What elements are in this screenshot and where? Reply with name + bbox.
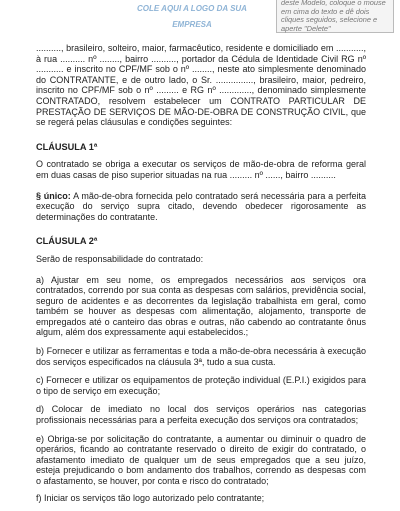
unique-text: A mão-de-obra fornecida pelo contratado será necessária para a perfeita execução do serviço supra citado, devendo obedecer rigorosamente as determinações do contratante. xyxy=(36,190,366,222)
clause-2-item-a: a) Ajustar em seu nome, os empregados necessários aos serviços ora contratados, correndo por sua conta as despesas com salários, previdência social, seguro de acidentes e as decorrentes da legislação trabalhista em geral, como também se houver as despesas com alimentação, alojamento, transporte de empregados até o canteiro das obras e outras, não cabendo ao contratante ônus algum, além dos expressamente aqui estabelecidos.; xyxy=(36,274,366,338)
clause-2-item-f: f) Iniciar os serviços tão logo autorizado pelo contratante; xyxy=(36,492,265,503)
intro-paragraph: .........., brasileiro, solteiro, maior, farmacêutico, residente e domiciliado em ..........., à rua .......... nº ........, bairro .........., portador da Cédula de Identidade Civil RG nº ........... e inscrito no CPF/MF sob o nº ........, neste ato simplesmente denominado do CONTRATANTE, e de outro lado, o Sr. ..............., brasileiro, maior, pedreiro, inscrito no CPF/MF sob o nº ......... e RG nº ............., denominado simplesmente CONTRATADO, resolvem estabelecer um CONTRATO PARTICULAR DE PRESTAÇÃO DE SERVIÇOS DE MÃO-DE-OBRA DE CONSTRUÇÃO CIVIL, que se regerá pelas cláusulas e condições seguintes: xyxy=(36,43,366,128)
clause-2-item-b: b) Fornecer e utilizar as ferramentas e toda a mão-de-obra necessária à execução dos serviços especificados na cláusula 3ª, tudo a sua custa. xyxy=(36,346,366,367)
instruction-note: deste Modelo, coloque o mouse em cima do texto e dê dois cliques seguidos, selecione e aperte "Delete" xyxy=(276,0,394,33)
clause-1-title: CLÁUSULA 1ª xyxy=(36,141,98,152)
clause-2-item-d: d) Colocar de imediato no local dos serviços operários nas categorias profissionais necessárias para a perfeita execução dos serviços ora contratados; xyxy=(36,404,366,426)
clause-1-text: O contratado se obriga a executar os serviços de mão-de-obra de reforma geral em duas casas de piso superior situadas na rua ......... nº ......, bairro .......... xyxy=(36,159,366,180)
clause-2-title: CLÁUSULA 2ª xyxy=(36,236,98,247)
clause-2-lead: Serão de responsabilidade do contratado: xyxy=(36,253,204,264)
contract-document xyxy=(36,43,366,511)
clause-2-item-e: e) Obriga-se por solicitação do contratante, a aumentar ou diminuir o quadro de operários, ficando ao contratante reservado o direito de exigir do contratado, o afastamento imediato de qualquer um de seus empregados que a seu juízo, esteja prejudicando o bom andamento dos trabalhos, correndo as despesas com o afastamento, se houver, por conta e risco do contratado; xyxy=(36,433,366,486)
unique-label: § único: xyxy=(36,190,71,201)
clause-2-item-c: c) Fornecer e utilizar os equipamentos de proteção individual (E.P.I.) exigidos para o tipo de serviço em execução; xyxy=(36,375,366,396)
logo-placeholder: COLE AQUI A LOGO DA SUA EMPRESA xyxy=(137,4,247,29)
clause-1-unique-paragraph xyxy=(36,191,366,223)
